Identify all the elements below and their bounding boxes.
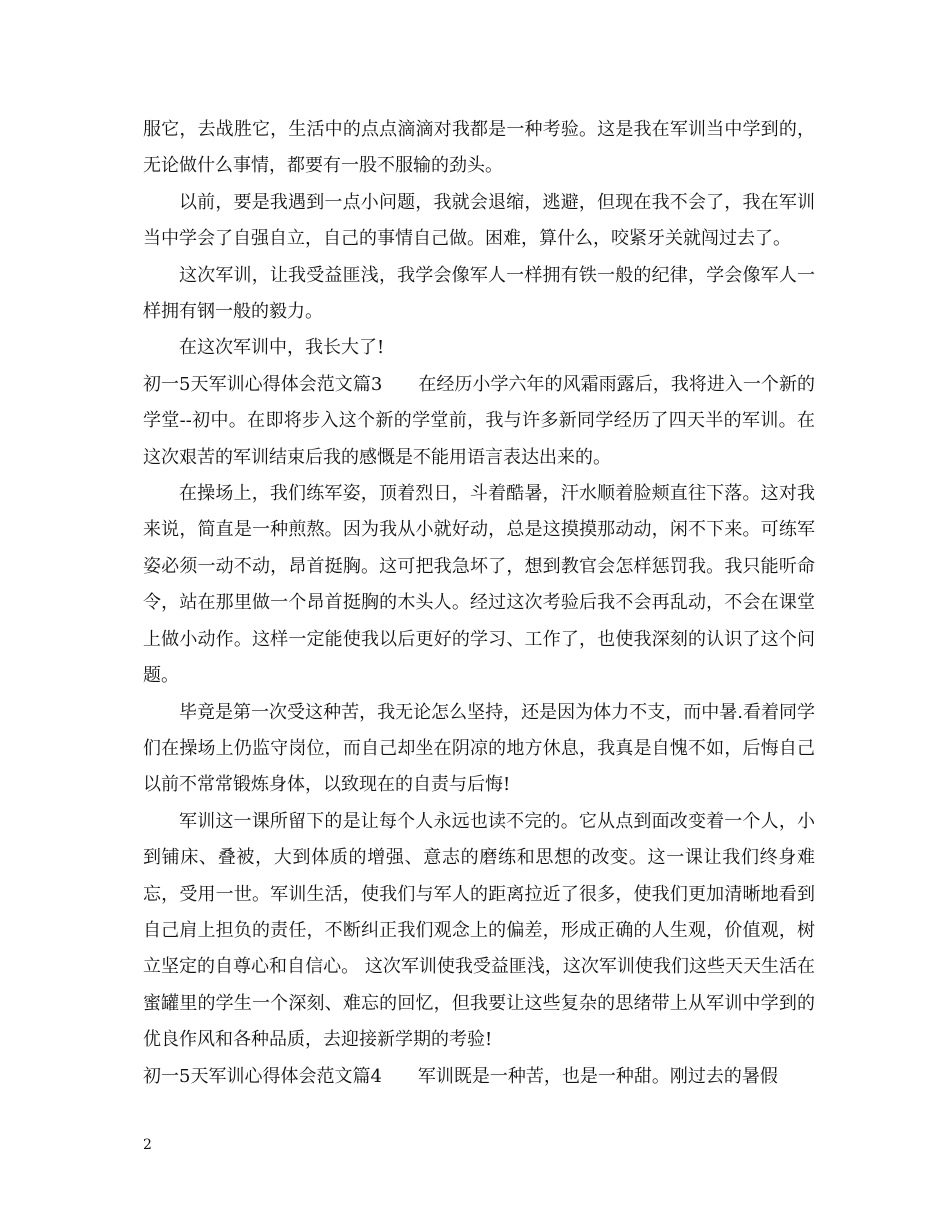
section-4-text: 军训既是一种苦，也是一种甜。刚过去的暑假	[417, 1065, 778, 1087]
paragraph-6: 在操场上，我们练军姿，顶着烈日，斗着酷暑，汗水顺着脸颊直往下落。这对我来说，简直是一种煎熬。因为我从小就好动，总是这摸摸那动动，闲不下来。可练军姿必须一动不动，昂首挺胸。这可把我急坏了，想到教官会怎样惩罚我。我只能听命令，站在那里做一个昂首挺胸的木头人。经过这次考验后我不会再乱动，不会在课堂上做小动作。这样一定能使我以后更好的学习、工作了，也使我深刻的认识了这个问题。	[143, 483, 815, 687]
paragraph-4: 在这次军训中，我长大了!	[179, 337, 385, 359]
section-4-paragraph	[143, 1059, 815, 1095]
paragraph-8: 军训这一课所留下的是让每个人永远也读不完的。它从点到面改变着一个人，小到铺床、叠被，大到体质的增强、意志的磨练和思想的改变。这一课让我们终身难忘，受用一世。军训生活，使我们与军人的距离拉近了很多，使我们更加清晰地看到自己肩上担负的责任，不断纠正我们观念上的偏差，形成正确的人生观，价值观，树立坚定的自尊心和自信心。 这次军训使我受益匪浅，这次军训使我们这些天天生活在蜜罐里的学生一个深刻、难忘的回忆，但我要让这些复杂的思绪带上从军训中学到的优良作风和各种品质，去迎接新学期的考验!	[143, 810, 815, 1051]
paragraph-1: 服它，去战胜它，生活中的点点滴滴对我都是一种考验。这是我在军训当中学到的，无论做什么事情，都要有一股不服输的劲头。	[143, 119, 815, 177]
section-title-3: 初一5天军训心得体会范文篇3	[143, 373, 383, 395]
paragraph-3: 这次军训，让我受益匪浅，我学会像军人一样拥有铁一般的纪律，学会像军人一样拥有钢一般的毅力。	[143, 264, 815, 323]
section-3-text: 在经历小学六年的风霜雨露后，我将进入一个新的学堂--初中。在即将步入这个新的学堂前，我与许多新同学经历了四天半的军训。在这次艰苦的军训结束后我的感慨是不能用语言表达出来的。	[143, 373, 815, 468]
page-number: 2	[143, 1137, 152, 1153]
document-body	[143, 112, 815, 1095]
paragraph-2: 以前，要是我遇到一点小问题，我就会退缩，逃避，但现在我不会了，我在军训当中学会了自强自立，自己的事情自己做。困难，算什么，咬紧牙关就闯过去了。	[143, 191, 815, 250]
section-3-paragraph	[143, 367, 815, 476]
paragraph-7: 毕竟是第一次受这种苦，我无论怎么坚持，还是因为体力不支，而中暑.看着同学们在操场上仍监守岗位，而自己却坐在阴凉的地方休息，我真是自愧不如，后悔自己以前不常常锻炼身体，以致现在的自责与后悔!	[143, 701, 815, 796]
section-title-4: 初一5天军训心得体会范文篇4	[143, 1065, 382, 1087]
